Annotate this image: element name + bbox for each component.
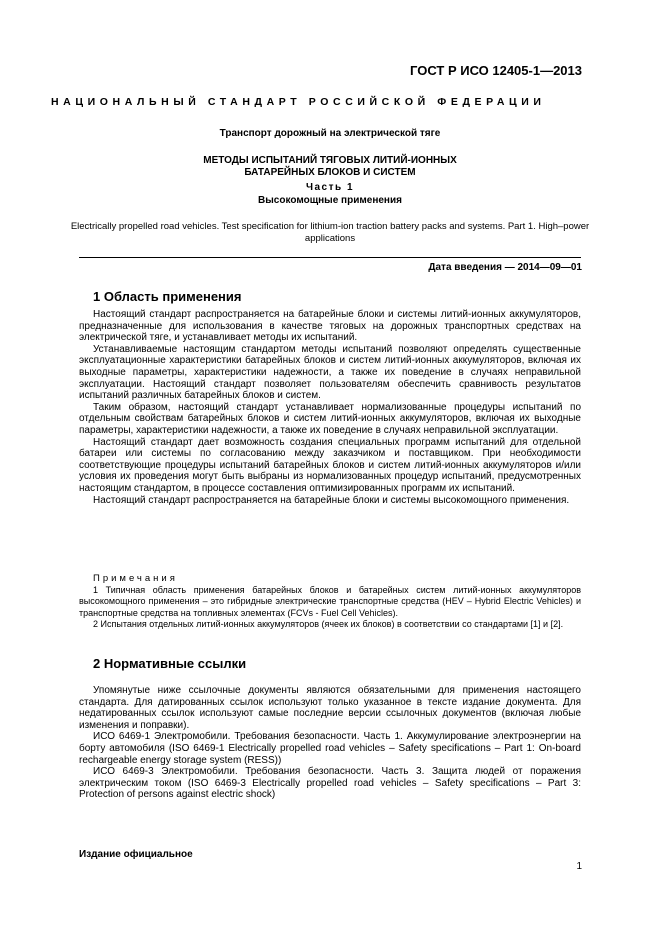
document-subtitle: Транспорт дорожный на электрической тяге: [219, 128, 441, 139]
document-title: [60, 155, 600, 179]
document-title-line-2: БАТАРЕЙНЫХ БЛОКОВ И СИСТЕМ: [244, 167, 416, 178]
document-title-line-1: МЕТОДЫ ИСПЫТАНИЙ ТЯГОВЫХ ЛИТИЙ-ИОННЫХ: [203, 155, 457, 166]
part-number: Часть 1: [305, 182, 355, 193]
paragraph: Настоящий стандарт распространяется на батарейные блоки и системы высокомощного применения.: [93, 494, 570, 506]
official-edition-label: Издание официальное: [79, 849, 193, 860]
page-number: 1: [576, 861, 582, 872]
note-item: 1 Типичная область применения батарейных блоков и батарейных систем литий-ионных аккумуляторов высокомощного применения – это гибридные электрические транспортные средства (HEV – Hybrid Electric Vehicles) и транспортные средства на топливных элементах (FCVs - Fuel Cell Vehicles).: [79, 585, 581, 618]
section-1-heading: 1 Область применения: [93, 289, 242, 304]
english-title: Electrically propelled road vehicles. Test specification for lithium-ion traction battery packs and systems. Part 1. High–power applications: [70, 221, 590, 244]
title-divider: [79, 257, 581, 258]
notes-heading: Примечания: [93, 573, 178, 584]
reference-item: ИСО 6469-1 Электромобили. Требования безопасности. Часть 1. Аккумулирование электроэнергии на борту автомобиля (ISO 6469-1 Electrically propelled road vehicles – Safety specifications – Part 1: On-board rechargeable energy storage system (RESS)): [79, 731, 581, 766]
paragraph: Упомянутые ниже ссылочные документы являются обязательными для применения настоящего стандарта. Для датированных ссылок используют только указанное в тексте издание документа. Для недатированных ссылок используют самые последние версии ссылочных документов (включая любые изменения и поправки).: [79, 685, 581, 731]
paragraph: Настоящий стандарт дает возможность создания специальных программ испытаний для отдельной батареи или системы по согласованию между заказчиком и поставщиком. При необходимости соответствующие процедуры испытаний батарейных блоков и систем литий-ионных аккумуляторов и/или условия их проведения могут быть выбраны из нормализованных процедур испытаний, предусмотренных настоящим стандартом, в процессе составления оптимизированных программ их испытаний.: [79, 436, 581, 494]
paragraph: Устанавливаемые настоящим стандартом методы испытаний позволяют определять существенные эксплуатационные характеристики батарейных блоков и систем литий-ионных аккумуляторов, включая их выходные параметры, характеристики надежности, а также их поведение в случаях неправильной эксплуатации. Настоящий стандарт позволяет пользователям обеспечить сравнивость результатов испытаний различных батарейных блоков и систем.: [79, 343, 581, 402]
paragraph: Настоящий стандарт распространяется на батарейные блоки и системы литий-ионных аккумуляторов, предназначенные для использования в качестве тяговых на дорожных транспортных средствах на электрической тяге, и устанавливает методы их испытаний.: [79, 309, 581, 344]
notes-block: [79, 585, 581, 630]
section-2-heading: 2 Нормативные ссылки: [93, 656, 247, 671]
section-1-body: [79, 309, 581, 506]
standard-number: ГОСТ Р ИСО 12405-1—2013: [410, 63, 582, 78]
reference-item: ИСО 6469-3 Электромобили. Требования безопасности. Часть 3. Защита людей от поражения электрическим током (ISO 6469-3 Electrically propelled road vehicles – Safety specifications – Part 3: Protection of persons against electric shock): [79, 766, 581, 801]
part-title: Высокомощные применения: [258, 195, 402, 206]
introduction-date: Дата введения — 2014—09—01: [428, 262, 582, 273]
paragraph: Таким образом, настоящий стандарт устанавливает нормализованные процедуры испытаний по отдельным свойствам батарейных блоков и систем литий-ионных аккумуляторов, включая их выходные параметры, характеристики надежности, а также их поведение в случаях неправильной эксплуатации.: [79, 401, 581, 436]
note-item: 2 Испытания отдельных литий-ионных аккумуляторов (ячеек их блоков) в соответствии со стандартами [1] и [2].: [93, 618, 564, 629]
section-2-body: [79, 685, 581, 801]
national-standard-line: НАЦИОНАЛЬНЫЙ СТАНДАРТ РОССИЙСКОЙ ФЕДЕРАЦИИ: [51, 96, 546, 108]
